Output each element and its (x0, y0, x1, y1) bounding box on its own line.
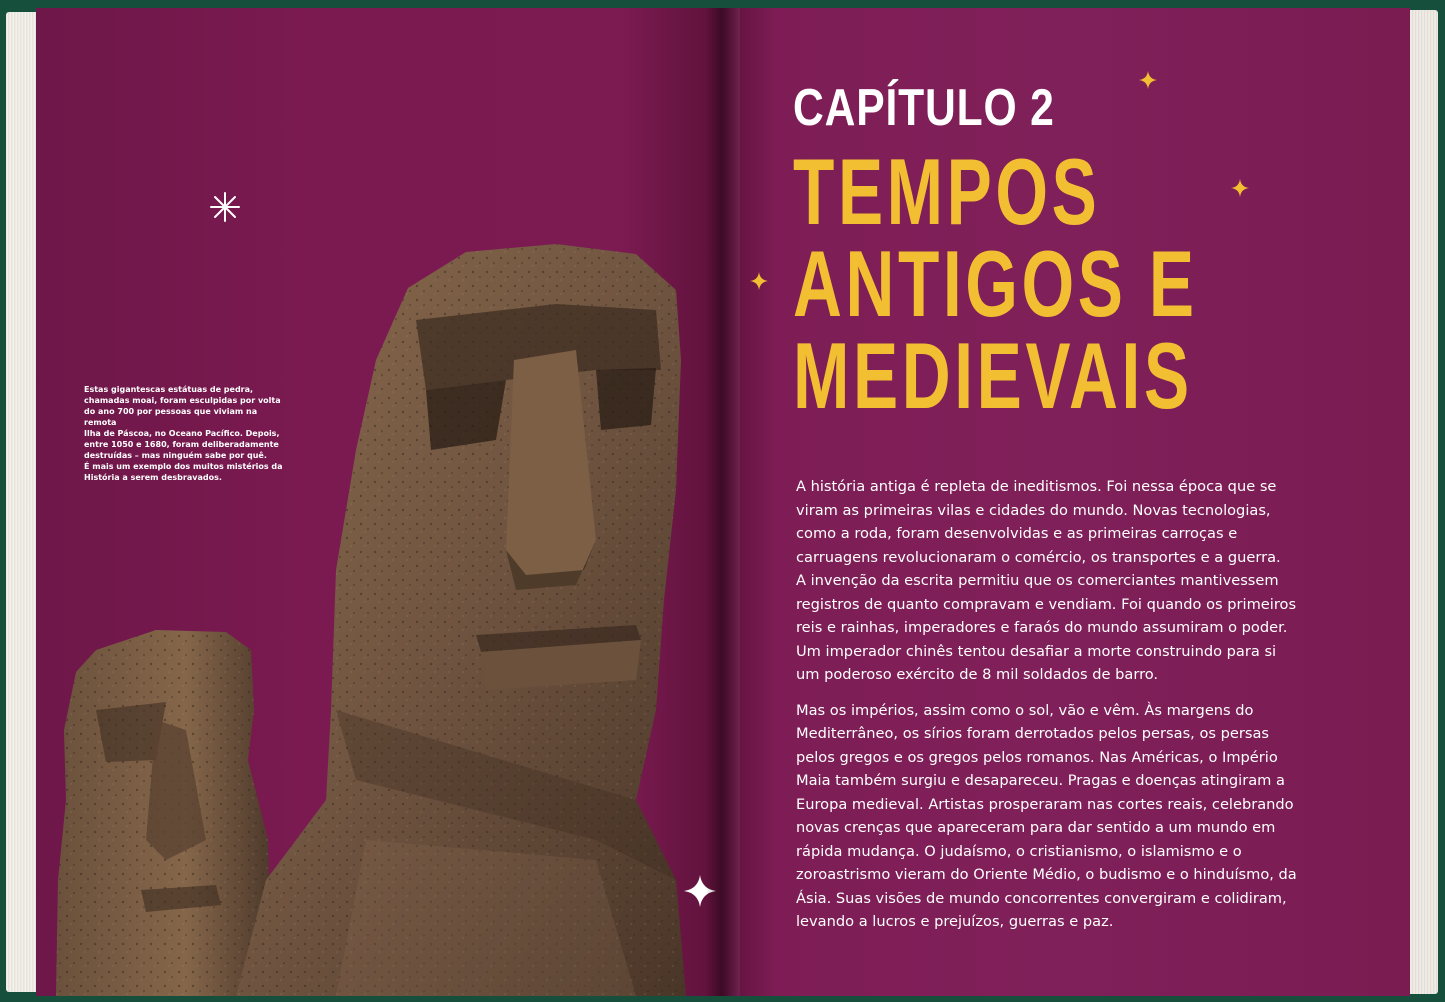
text-line: Maia também surgiu e desapareceu. Pragas e doenças atingiram a (796, 772, 1285, 789)
chapter-title-line: MEDIEVAIS (793, 323, 1193, 428)
text-line: A invenção da escrita permitiu que os comerciantes mantivessem (796, 572, 1279, 589)
chapter-label: CAPÍTULO 2 (793, 79, 1055, 137)
text-line: Ásia. Suas visões de mundo concorrentes convergiram e colidiram, (796, 889, 1287, 907)
caption-line: É mais um exemplo dos muitos mistérios da (84, 462, 283, 471)
chapter-title-line: TEMPOS (793, 139, 1101, 244)
caption-line: Ilha de Páscoa, no Oceano Pacífico. Depois, (84, 429, 280, 438)
sparkle-star-icon (682, 873, 718, 909)
text-line: novas crenças que apareceram para dar sentido a um mundo em (796, 819, 1276, 836)
left-page-edges (6, 12, 38, 992)
text-line: rápida mudança. O judaísmo, o cristianismo, o islamismo e o (796, 842, 1242, 860)
text-line: como a roda, foram desenvolvidas e as primeiras carroças e (796, 525, 1238, 542)
caption-line: chamadas moai, foram esculpidas por volta (84, 396, 281, 405)
text-line: pelos gregos e os gregos pelos romanos. Nas Américas, o Império (796, 748, 1278, 766)
text-line: reis e rainhas, imperadores e faraós do mundo assumiram o poder. (796, 619, 1288, 636)
caption-line: do ano 700 por pessoas que viviam na remota (84, 407, 258, 427)
large-moai (236, 244, 686, 996)
sparkle-star-icon (208, 190, 242, 224)
caption-line: entre 1050 e 1680, foram deliberadamente (84, 440, 279, 449)
text-line: um poderoso exército de 8 mil soldados de barro. (796, 666, 1159, 683)
sparkle-star-icon (1138, 70, 1158, 90)
sparkle-star-icon (1230, 178, 1250, 198)
text-line: Um imperador chinês tentou desafiar a morte construindo para si (796, 642, 1277, 660)
text-line: zoroastrismo vieram do Oriente Médio, o budismo e o hinduísmo, da (796, 866, 1297, 883)
text-line: registros de quanto compravam e vendiam. Foi quando os primeiros (796, 595, 1297, 613)
chapter-title-line: ANTIGOS E (793, 231, 1198, 336)
right-page-edges (1408, 10, 1438, 994)
paragraph (796, 475, 1356, 687)
text-line: Europa medieval. Artistas prosperaram nas cortes reais, celebrando (796, 795, 1294, 813)
text-line: A história antiga é repleta de ineditismos. Foi nessa época que se (796, 478, 1277, 495)
chapter-intro-text (796, 475, 1356, 946)
paragraph (796, 699, 1356, 934)
text-line: carruagens revolucionaram o comércio, os transportes e a guerra. (796, 548, 1281, 566)
text-line: levando a lucros e prejuízos, guerras e paz. (796, 913, 1114, 930)
sparkle-star-icon (749, 271, 769, 291)
moai-statues-photo (36, 240, 722, 996)
caption-line: Estas gigantescas estátuas de pedra, (84, 385, 254, 394)
chapter-title (793, 139, 1198, 428)
text-line: viram as primeiras vilas e cidades do mundo. Novas tecnologias, (796, 501, 1271, 519)
small-moai (56, 630, 272, 996)
caption-line: História a serem desbravados. (84, 473, 222, 482)
caption-line: destruídas – mas ninguém sabe por quê. (84, 451, 267, 460)
text-line: Mediterrâneo, os sírios foram derrotados pelos persas, os persas (796, 725, 1270, 742)
text-line: Mas os impérios, assim como o sol, vão e vêm. Às margens do (796, 701, 1254, 719)
